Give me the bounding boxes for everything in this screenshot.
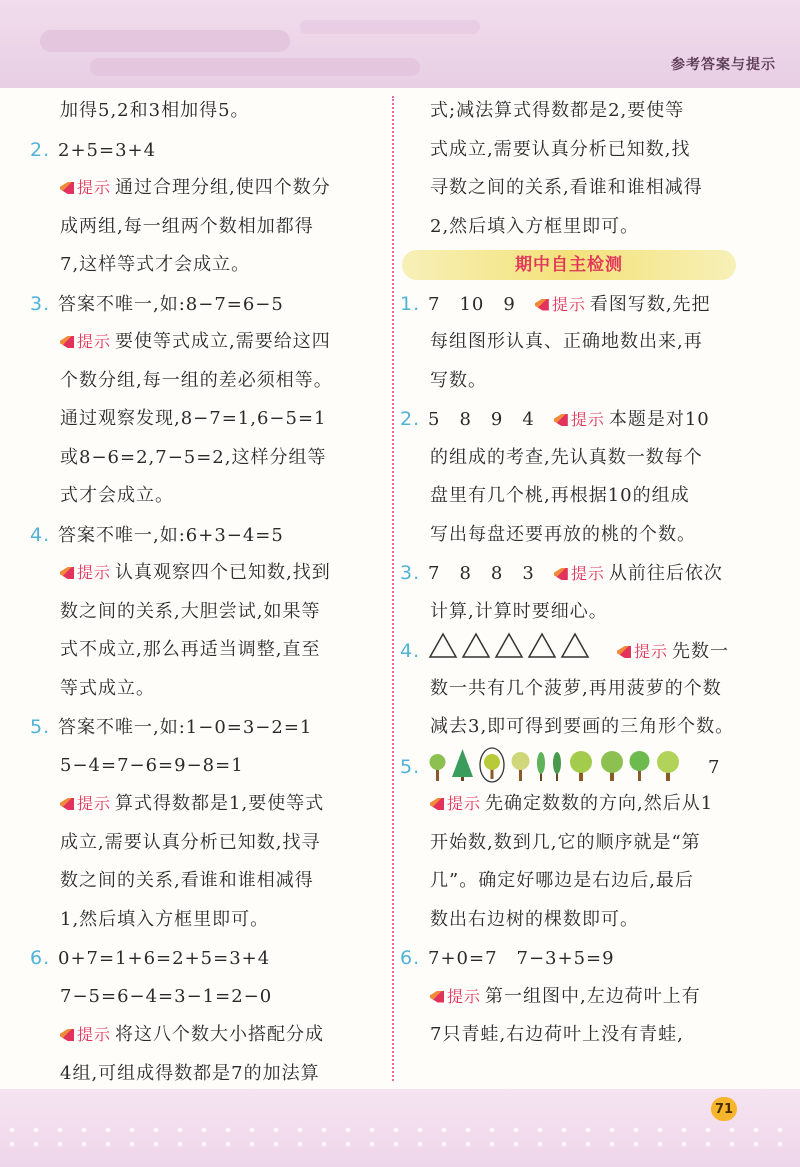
text-line: 2,然后填入方框里即可。 (430, 215, 640, 237)
text-line: 数之间的关系,看谁和谁相减得 (60, 870, 314, 891)
section-title: 期中自主检测 (402, 250, 736, 280)
triangle-shape (463, 634, 489, 657)
answer-text: 2+5=3+4 (58, 139, 157, 161)
answer-text: 7 10 9 (428, 293, 516, 315)
pencil-icon (60, 1029, 74, 1041)
tree-icon (630, 751, 650, 781)
tip-label: 提示 (554, 401, 605, 440)
pencil-icon (430, 798, 444, 810)
tip-line (30, 554, 382, 593)
tip-label: 提示 (60, 323, 111, 362)
answer-text: 答案不唯一,如:8−7=6−5 (58, 293, 284, 315)
pencil-icon (60, 798, 74, 810)
pencil-icon (60, 182, 74, 194)
tip-text: 认真观察四个已知数,找到 (115, 562, 331, 583)
footer-dot-pattern (0, 1123, 800, 1153)
triangle-shape (496, 634, 522, 657)
answer-line (400, 939, 780, 978)
pencil-icon (554, 414, 568, 426)
poplar-tree-icon (553, 752, 561, 781)
tree-icon (657, 751, 679, 781)
text-line: 寻数之间的关系,看谁和谁相减得 (430, 177, 703, 198)
answer-text: 7−5=6−4=3−1=2−0 (60, 985, 273, 1007)
text-line: 盘里有几个桃,再根据10的组成 (430, 485, 690, 506)
tip-label: 提示 (60, 169, 111, 208)
text-line: 减去3,即可得到要画的三角形个数。 (430, 716, 735, 737)
tip-text: 看图写数,先把 (589, 293, 711, 315)
tip-text: 本题是对10 (608, 409, 710, 430)
triangle-shape (529, 634, 555, 657)
triangle-shape (430, 634, 456, 657)
text-line: 成两组,每一组两个数相加都得 (60, 215, 314, 237)
tip-label: 提示 (60, 1016, 111, 1055)
question-number: 5. (30, 716, 51, 738)
answer-text: 答案不唯一,如:6+3−4=5 (58, 524, 284, 546)
question-number: 2. (30, 138, 51, 161)
tip-text: 先确定数数的方向,然后从1 (485, 793, 714, 814)
tree-icon (430, 754, 446, 781)
answer-line (400, 631, 780, 670)
answer-line (30, 131, 382, 170)
trees-picture (428, 747, 690, 783)
header-cloud-decoration (90, 58, 420, 76)
text-line: 通过观察发现,8−7=1,6−5=1 (60, 408, 327, 429)
answer-line (30, 516, 382, 555)
tip-label: 提示 (60, 554, 111, 593)
question-number: 6. (30, 947, 51, 969)
question-number: 4. (400, 640, 421, 662)
pencil-icon (535, 299, 549, 311)
text-line: 每组图形认真、正确地数出来,再 (430, 331, 703, 352)
answer-line (30, 285, 382, 324)
text-line: 开始数,数到几,它的顺序就是“第 (430, 831, 701, 853)
text-line: 写出每盘还要再放的桃的个数。 (430, 523, 696, 545)
page-header (0, 0, 800, 88)
tip-text: 将这八个数大小搭配分成 (115, 1024, 325, 1045)
tip-label: 提示 (554, 555, 605, 594)
answer-text: 5−4=7−6=9−8=1 (60, 754, 244, 776)
poplar-tree-icon (537, 752, 545, 781)
column-divider (392, 96, 394, 1081)
answer-text: 7 8 8 3 (428, 563, 535, 584)
header-cloud-decoration (300, 20, 480, 34)
tip-label: 提示 (60, 785, 111, 824)
tip-label: 提示 (430, 785, 481, 824)
text-line: 或8−6=2,7−5=2,这样分组等 (60, 446, 327, 468)
answer-line (400, 400, 780, 439)
tip-text: 第一组图中,左边荷叶上有 (485, 985, 701, 1007)
text-line: 加得5,2和3相加得5。 (60, 100, 250, 121)
answer-line (400, 554, 780, 593)
right-column (400, 92, 780, 1055)
answer-text: 答案不唯一,如:1−0=3−2=1 (58, 717, 313, 738)
text-line: 计算,计算时要细心。 (430, 600, 608, 622)
pencil-icon (617, 646, 631, 658)
text-line: 4组,可组成得数都是7的加法算 (60, 1062, 320, 1084)
text-line: 7只青蛙,右边荷叶上没有青蛙, (430, 1024, 684, 1045)
tip-text: 先数一 (672, 641, 730, 662)
triangle-shape (562, 634, 588, 657)
text-line: 几”。确定好哪边是右边后,最后 (430, 870, 694, 891)
question-number: 1. (400, 292, 421, 315)
tip-text: 要使等式成立,需要给这四 (115, 331, 331, 352)
left-column (30, 92, 382, 1093)
header-cloud-decoration (40, 30, 290, 52)
pencil-icon (430, 991, 444, 1003)
answer-line (30, 939, 382, 978)
tip-line (30, 169, 382, 208)
answer-text: 5 8 9 4 (428, 409, 535, 430)
text-line: 式成立,需要认真分析已知数,找 (430, 138, 691, 160)
text-line: 的组成的考查,先认真数一数每个 (430, 446, 703, 468)
tip-text: 算式得数都是1,要使等式 (115, 793, 325, 814)
tip-label: 提示 (535, 286, 586, 325)
text-line: 写数。 (430, 369, 487, 391)
tip-line (30, 1016, 382, 1055)
pine-tree-icon (452, 749, 473, 781)
tip-line (30, 323, 382, 362)
text-line: 等式成立。 (60, 677, 155, 699)
tip-text: 通过合理分组,使四个数分 (115, 177, 331, 198)
tip-line (400, 978, 780, 1017)
pencil-icon (60, 567, 74, 579)
triangles-drawing (428, 631, 592, 659)
question-number: 3. (30, 292, 51, 315)
text-line: 式;减法算式得数都是2,要使等 (430, 100, 685, 121)
question-number: 3. (400, 562, 421, 584)
text-line: 1,然后填入方框里即可。 (60, 908, 270, 930)
tip-line (400, 785, 780, 824)
tree-icon (512, 752, 530, 781)
tip-label: 提示 (617, 633, 668, 672)
question-number: 2. (400, 408, 421, 430)
text-line: 成立,需要认真分析已知数,找寻 (60, 831, 321, 853)
text-line: 式不成立,那么再适当调整,直至 (60, 639, 321, 660)
tree-icon (601, 751, 623, 781)
tip-line (30, 785, 382, 824)
page-number: 71 (711, 1097, 737, 1121)
answer-line (400, 285, 780, 324)
answer-text: 7+0=7 7−3+5=9 (428, 948, 615, 969)
text-line: 数一共有几个菠萝,再用菠萝的个数 (430, 677, 722, 699)
question-number: 5. (400, 755, 421, 778)
question-number: 4. (30, 523, 51, 546)
text-line: 7,这样等式才会成立。 (60, 254, 251, 275)
pencil-icon (554, 568, 568, 580)
pencil-icon (60, 336, 74, 348)
tip-label: 提示 (430, 978, 481, 1017)
question-number: 6. (400, 947, 421, 969)
tip-text: 从前往后依次 (608, 563, 723, 584)
circled-tree-icon (480, 748, 504, 782)
section-banner (400, 246, 780, 285)
header-title: 参考答案与提示 (671, 57, 776, 73)
text-line: 式才会成立。 (60, 485, 174, 506)
answer-line (30, 708, 382, 747)
answer-text: 0+7=1+6=2+5=3+4 (58, 948, 271, 969)
text-line: 数出右边树的棵数即可。 (430, 908, 639, 930)
page-footer (0, 1089, 800, 1167)
text-line: 数之间的关系,大胆尝试,如果等 (60, 600, 321, 622)
text-line: 个数分组,每一组的差必须相等。 (60, 369, 333, 391)
answer-text: 7 (708, 756, 721, 778)
answer-line (400, 747, 780, 786)
tree-icon (570, 751, 592, 781)
